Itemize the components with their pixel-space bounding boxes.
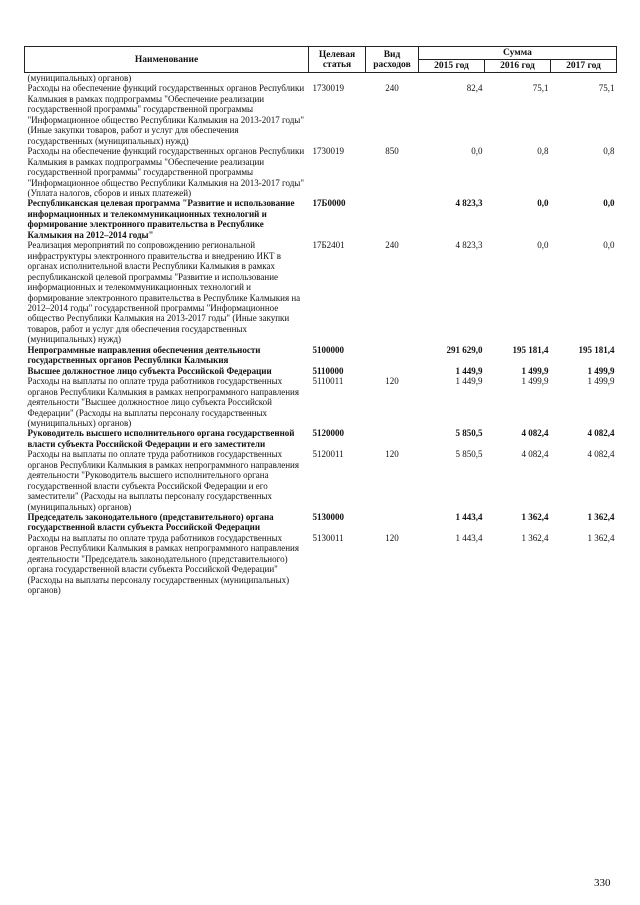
- row-target-article: 17Б0000: [312, 198, 346, 209]
- row-expense-type: 240: [385, 83, 399, 94]
- row-target-article: [309, 73, 366, 84]
- row-expense-type: 850: [385, 146, 399, 157]
- budget-table: [24, 46, 617, 596]
- table-row: [25, 146, 617, 198]
- row-name: Расходы на выплаты по оплате труда работников государственных органов Республики Калмыкия в рамках непрограммного направления деятельности "Руководитель высшего исполнительного органа государственной власти субъекта Российской Федерации и его заместители" (Расходы на выплаты персоналу государственных (муниципальных) органов): [27, 449, 299, 512]
- row-sum-2017: 1 499,9: [587, 376, 615, 387]
- row-target-article: 5130000: [312, 512, 344, 523]
- row-sum-2016: 4 082,4: [521, 449, 549, 460]
- header-expense-type: Вид расходов: [366, 47, 419, 73]
- row-expense-type: [366, 345, 419, 366]
- row-target-article: 1730019: [312, 83, 344, 94]
- header-name: Наименование: [25, 47, 309, 73]
- table-row: [25, 512, 617, 533]
- page-number: 330: [594, 877, 611, 889]
- row-name: (муниципальных) органов): [27, 73, 132, 83]
- row-sum-2017: [551, 73, 617, 84]
- table-row: [25, 240, 617, 345]
- row-sum-2017: 1 499,9: [587, 365, 615, 376]
- row-expense-type: 120: [385, 449, 399, 460]
- row-expense-type: 240: [385, 240, 399, 251]
- row-sum-2017: 0,0: [603, 240, 615, 251]
- header-year-2016: 2016 год: [485, 60, 551, 73]
- row-name: Высшее должностное лицо субъекта Российской Федерации: [27, 365, 272, 376]
- row-expense-type: [366, 73, 419, 84]
- budget-document: [24, 46, 616, 596]
- row-sum-2017: 4 082,4: [587, 449, 615, 460]
- row-sum-2017: 1 362,4: [587, 532, 615, 543]
- row-target-article: 5130011: [312, 532, 344, 543]
- row-sum-2015: 1 443,4: [455, 512, 483, 523]
- row-sum-2015: [419, 73, 485, 84]
- row-name: Расходы на выплаты по оплате труда работников государственных органов Республики Калмыкия в рамках непрограммного направления деятельности "Высшее должностное лицо субъекта Российской Федерации" (Расходы на выплаты персоналу государственных (муниципальных) органов): [27, 376, 299, 428]
- row-name: Реализация мероприятий по сопровождению региональной инфраструктуры электронного правительства и внедрению ИКТ в органах исполнительной власти Республики Калмыкия в рамках республиканской целевой программы "Развитие и использование информационных и телекоммуникационных технологий и формирование электронного правительства в Республике Калмыкия на 2012–2014 годы" государственной программы "Информационное общество Республики Калмыкия на 2013-2017 годы" (Иные закупки товаров, работ и услуг для обеспечения государственных (муниципальных) нужд): [27, 240, 301, 345]
- row-sum-2016: 75,1: [532, 83, 549, 94]
- row-sum-2015: 0,0: [471, 146, 483, 157]
- table-row: [25, 345, 617, 366]
- table-row: [25, 366, 617, 376]
- row-expense-type: [366, 512, 419, 533]
- table-row: [25, 198, 617, 240]
- row-expense-type: [366, 428, 419, 449]
- row-name: Председатель законодательного (представительного) органа государственной власти субъекта Российской Федерации: [27, 512, 274, 533]
- table-row: [25, 533, 617, 596]
- row-name: Расходы на обеспечение функций государственных органов Республики Калмыкия в рамках подпрограммы "Обеспечение реализации государственной программы" государственной программы "Информационное общество Республики Калмыкия на 2013-2017 годы" (Иные закупки товаров, работ и услуг для обеспечения государственных (муниципальных) нужд): [27, 83, 305, 146]
- row-sum-2016: 1 499,9: [521, 376, 549, 387]
- row-sum-2016: 1 499,9: [521, 365, 549, 376]
- row-name: Непрограммные направления обеспечения деятельности государственных органов Республики Калмыкия: [27, 344, 261, 366]
- table-body: [25, 73, 617, 596]
- row-expense-type: 120: [385, 376, 399, 387]
- table-row: [25, 376, 617, 428]
- row-sum-2016: [485, 73, 551, 84]
- row-sum-2015: 4 823,3: [455, 198, 483, 209]
- row-sum-2015: 4 823,3: [455, 240, 483, 251]
- row-sum-2016: 0,0: [537, 198, 549, 209]
- row-name: Республиканская целевая программа "Развитие и использование информационных и телекоммуникационных технологий и формирование электронного правительства в Республике Калмыкия на 2012–2014 годы": [27, 198, 295, 240]
- row-sum-2015: 5 850,5: [455, 449, 483, 460]
- row-sum-2015: 5 850,5: [455, 428, 483, 439]
- header-target-article: Целевая статья: [309, 47, 366, 73]
- row-target-article: 5110011: [312, 376, 344, 387]
- row-target-article: 5120011: [312, 449, 344, 460]
- row-sum-2015: 1 449,9: [455, 376, 483, 387]
- row-sum-2015: 291 629,0: [446, 344, 483, 355]
- header-year-2015: 2015 год: [419, 60, 485, 73]
- table-row: [25, 83, 617, 146]
- row-target-article: 5120000: [312, 428, 344, 439]
- row-name: Расходы на обеспечение функций государственных органов Республики Калмыкия в рамках подпрограммы "Обеспечение реализации государственной программы" государственной программы "Информационное общество Республики Калмыкия на 2013-2017 годы" (Уплата налогов, сборов и иных платежей): [27, 146, 305, 198]
- row-sum-2016: 1 362,4: [521, 512, 549, 523]
- row-expense-type: [366, 198, 419, 240]
- row-sum-2016: 0,0: [537, 240, 549, 251]
- header-year-2017: 2017 год: [551, 60, 617, 73]
- header-sum: Сумма: [419, 47, 617, 60]
- row-sum-2017: 4 082,4: [587, 428, 615, 439]
- table-row: [25, 73, 617, 84]
- table-row: [25, 449, 617, 512]
- row-sum-2017: 195 181,4: [578, 344, 615, 355]
- row-sum-2017: 75,1: [598, 83, 615, 94]
- row-sum-2015: 1 449,9: [455, 365, 483, 376]
- table-row: [25, 428, 617, 449]
- row-sum-2016: 1 362,4: [521, 532, 549, 543]
- row-sum-2016: 195 181,4: [512, 344, 549, 355]
- row-name: Руководитель высшего исполнительного органа государственной власти субъекта Российской Федерации и его заместители: [27, 428, 295, 449]
- row-target-article: 5110000: [312, 365, 344, 376]
- row-sum-2016: 0,8: [537, 146, 549, 157]
- row-sum-2017: 0,8: [603, 146, 615, 157]
- row-sum-2017: 0,0: [603, 198, 615, 209]
- row-target-article: 17Б2401: [312, 240, 345, 251]
- row-expense-type: [366, 366, 419, 376]
- row-target-article: 5100000: [312, 344, 344, 355]
- table-header: [25, 47, 617, 73]
- row-sum-2015: 1 443,4: [455, 532, 483, 543]
- row-target-article: 1730019: [312, 146, 344, 157]
- row-sum-2016: 4 082,4: [521, 428, 549, 439]
- row-name: Расходы на выплаты по оплате труда работников государственных органов Республики Калмыкия в рамках непрограммного направления деятельности "Председатель законодательного (представительного) органа государственной власти субъекта Российской Федерации" (Расходы на выплаты персоналу государственных (муниципальных) органов): [27, 532, 299, 596]
- row-sum-2015: 82,4: [466, 83, 483, 94]
- row-sum-2017: 1 362,4: [587, 512, 615, 523]
- row-expense-type: 120: [385, 532, 399, 543]
